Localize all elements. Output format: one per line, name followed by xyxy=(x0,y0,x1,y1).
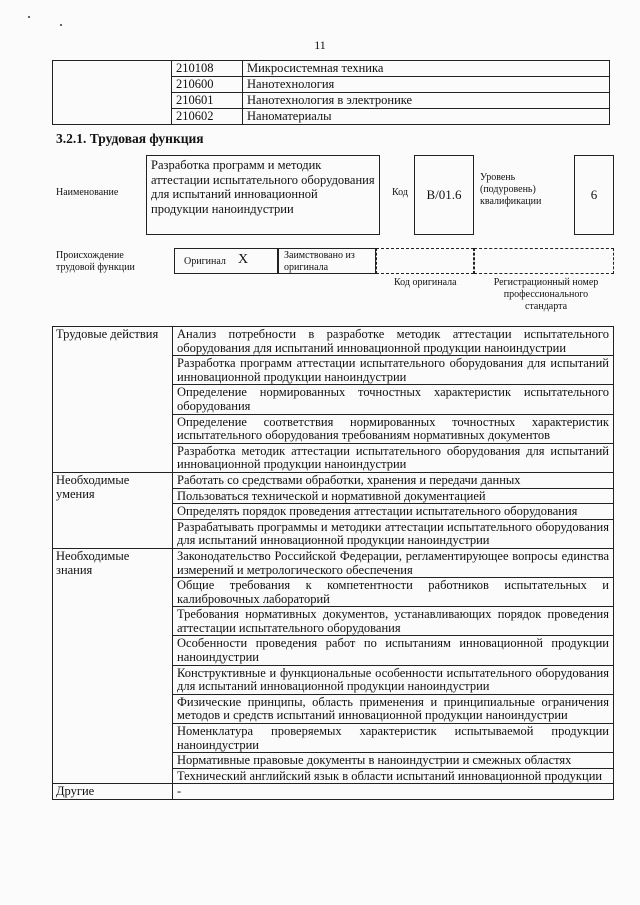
code-row xyxy=(53,61,610,77)
reg-number-label: Регистрационный номер профессионального стандарта xyxy=(493,277,599,312)
requirement-text: Определение нормированных точностных характеристик испытательного оборудования xyxy=(173,385,614,414)
code-blank-cell xyxy=(53,109,172,125)
origin-label: Происхождение трудовой функции xyxy=(56,250,135,273)
level-box: 6 xyxy=(574,155,614,235)
code-original-cell xyxy=(376,248,474,274)
requirement-row xyxy=(53,784,614,800)
code-blank-cell xyxy=(53,93,172,109)
reg-number-cell xyxy=(474,248,614,274)
requirement-text: Номенклатура проверяемых характеристик испытываемой продукции наноиндустрии xyxy=(173,724,614,753)
level-label: Уровень (подуровень) квалификации xyxy=(480,172,542,207)
borrowed-label: Заимствовано из оригинала xyxy=(284,250,355,273)
requirement-text: Особенности проведения работ по испытаниям инновационной продукции наноиндустрии xyxy=(173,636,614,665)
requirement-text: Разработка программ аттестации испытательного оборудования для испытаний инновационной продукции наноиндустрии xyxy=(173,356,614,385)
requirement-text: Анализ потребности в разработке методик аттестации испытательного оборудования для испытаний инновационной продукции наноиндустрии xyxy=(173,327,614,356)
specialty-codes-table xyxy=(52,60,610,125)
specialty-name: Наноматериалы xyxy=(243,109,610,125)
requirement-text: Разрабатывать программы и методики аттестации испытательного оборудования для испытаний инновационной продукции наноиндустрии xyxy=(173,519,614,548)
code-row xyxy=(53,93,610,109)
requirement-text: Требования нормативных документов, устанавливающих порядок проведения аттестации испытательного оборудования xyxy=(173,607,614,636)
requirement-text: Нормативные правовые документы в наноиндустрии и смежных областях xyxy=(173,753,614,769)
code-label: Код xyxy=(392,187,408,198)
scan-speck xyxy=(60,24,62,26)
requirement-row xyxy=(53,548,614,577)
code-original-label: Код оригинала xyxy=(394,277,457,288)
requirement-text: Разработка методик аттестации испытательного оборудования для испытаний инновационной продукции наноиндустрии xyxy=(173,443,614,472)
specialty-name: Микросистемная техника xyxy=(243,61,610,77)
category-cell: Трудовые действия xyxy=(53,327,173,473)
function-code-box: B/01.6 xyxy=(414,155,474,235)
specialty-code: 210600 xyxy=(172,77,243,93)
page-number: 11 xyxy=(314,38,326,52)
requirement-text: Общие требования к компетентности работников испытательных и калибровочных лабораторий xyxy=(173,578,614,607)
specialty-name: Нанотехнология xyxy=(243,77,610,93)
code-row xyxy=(53,109,610,125)
code-row xyxy=(53,77,610,93)
requirement-text: Законодательство Российской Федерации, регламентирующее вопросы единства измерений и метрологического обеспечения xyxy=(173,548,614,577)
original-mark: X xyxy=(238,252,249,267)
requirement-text: Определение соответствия нормированных точностных характеристик испытательного оборудования требованиям нормативных документов xyxy=(173,414,614,443)
section-heading: 3.2.1. Трудовая функция xyxy=(56,131,204,146)
function-name-box: Разработка программ и методик аттестации испытательного оборудования для испытаний инновационной продукции наноиндустрии xyxy=(146,155,380,235)
specialty-code: 210601 xyxy=(172,93,243,109)
requirements-table xyxy=(52,326,614,800)
requirement-text: Пользоваться технической и нормативной документацией xyxy=(173,488,614,504)
category-cell: Другие xyxy=(53,784,173,800)
specialty-code: 210602 xyxy=(172,109,243,125)
scan-speck xyxy=(28,16,30,18)
requirement-text: Технический английский язык в области испытаний инновационной продукции xyxy=(173,768,614,784)
specialty-code: 210108 xyxy=(172,61,243,77)
requirement-text: Конструктивные и функциональные особенности испытательного оборудования для испытаний инновационной продукции наноиндустрии xyxy=(173,665,614,694)
requirement-text: Определять порядок проведения аттестации испытательного оборудования xyxy=(173,504,614,520)
requirement-row xyxy=(53,327,614,356)
name-label: Наименование xyxy=(56,187,119,198)
category-cell: Необходимые умения xyxy=(53,472,173,548)
category-cell: Необходимые знания xyxy=(53,548,173,784)
original-label: Оригинал xyxy=(184,256,226,267)
requirement-row xyxy=(53,472,614,488)
requirement-text: - xyxy=(173,784,614,800)
specialty-name: Нанотехнология в электронике xyxy=(243,93,610,109)
code-blank-cell xyxy=(53,61,172,77)
requirement-text: Работать со средствами обработки, хранения и передачи данных xyxy=(173,472,614,488)
requirement-text: Физические принципы, область применения и принципиальные ограничения методов и средств испытаний инновационной продукции наноиндустрии xyxy=(173,694,614,723)
code-blank-cell xyxy=(53,77,172,93)
